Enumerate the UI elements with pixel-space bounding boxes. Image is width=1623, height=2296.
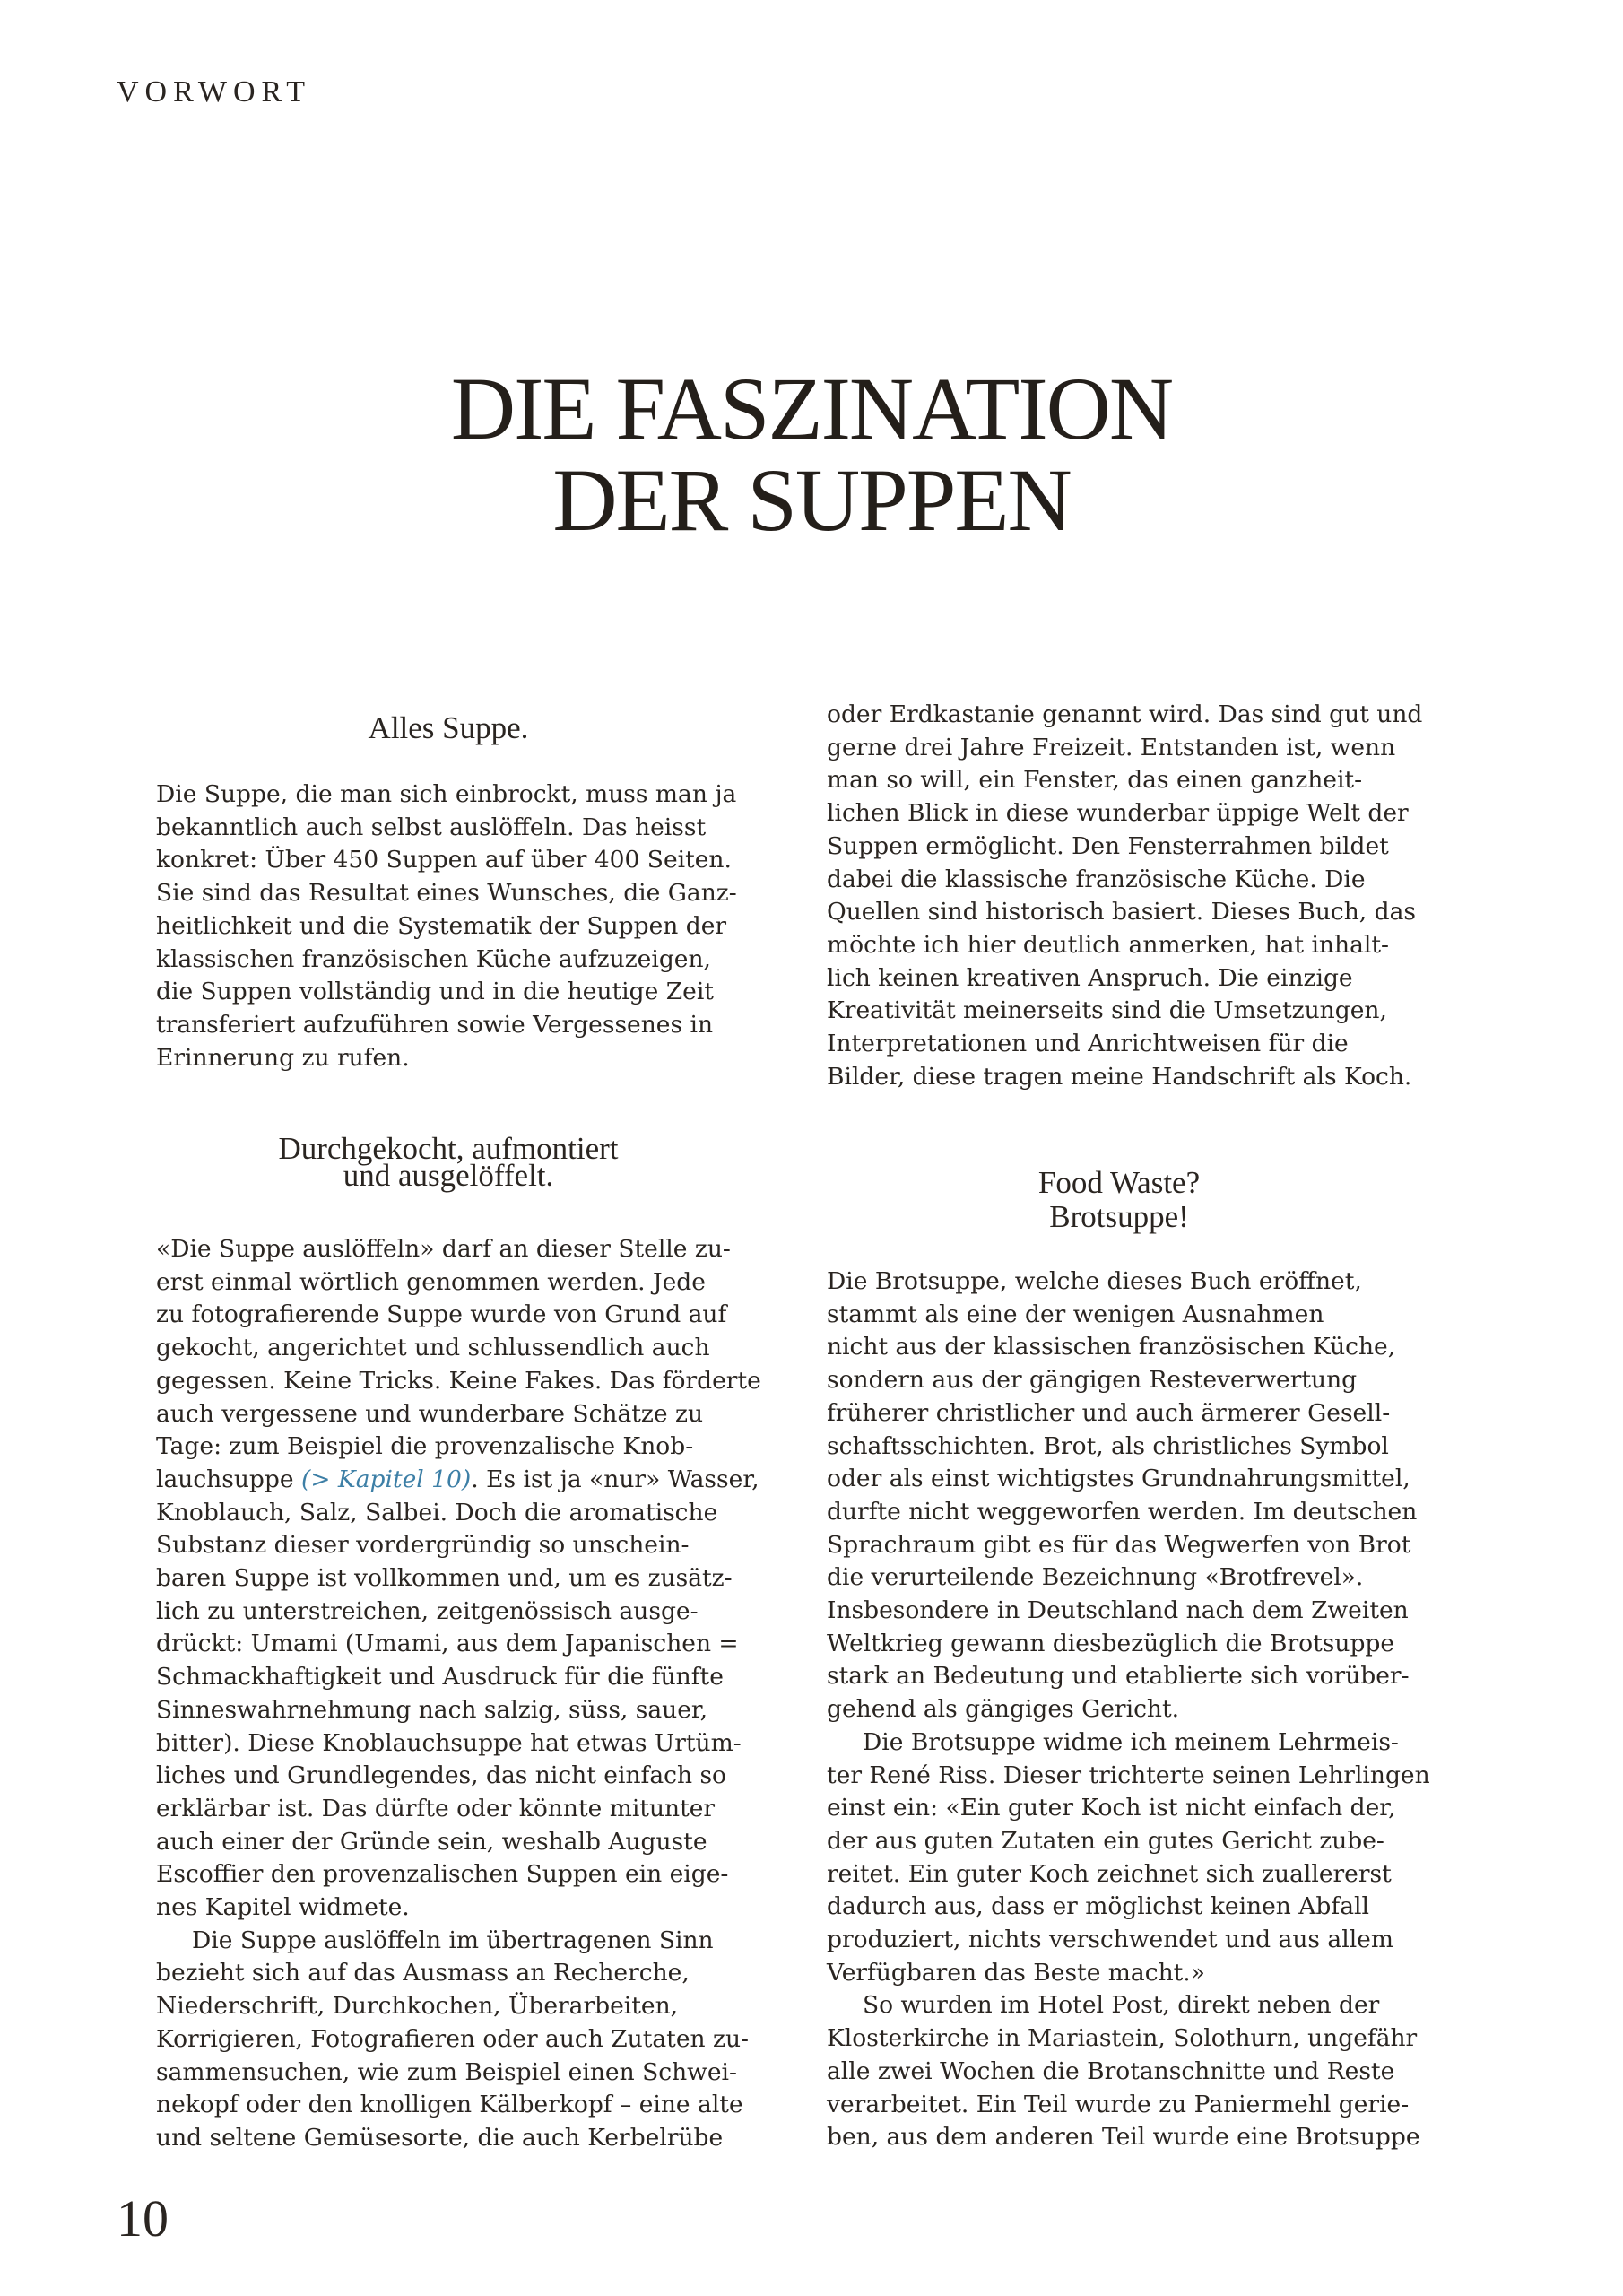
text-line: zu fotografierende Suppe wurde von Grund auf [156, 1300, 727, 1329]
text-line: ben, aus dem anderen Teil wurde eine Brotsuppe [827, 2123, 1420, 2152]
text-line: Klosterkirche in Mariastein, Solothurn, ungefähr [827, 2024, 1418, 2053]
text-line: dadurch aus, dass er möglichst keinen Abfall [827, 1892, 1369, 1921]
text-line: heitlichkeit und die Systematik der Suppen der [156, 911, 727, 940]
text-line: gekocht, angerichtet und schlussendlich auch [156, 1334, 710, 1362]
page-title [0, 359, 1623, 550]
text-line: stark an Bedeutung und etablierte sich vorüber- [827, 1662, 1410, 1691]
section-heading-alles-suppe [156, 711, 741, 745]
text-line: lichen Blick in diese wunderbar üppige Welt der [827, 799, 1409, 828]
text-line: lich keinen kreativen Anspruch. Die einzige [827, 963, 1353, 992]
text-line: Quellen sind historisch basiert. Dieses Buch, das [827, 898, 1417, 926]
text-line: nicht aus der klassischen französischen Küche, [827, 1333, 1396, 1361]
running-head: VORWORT [117, 75, 311, 109]
text-line: konkret: Über 450 Suppen auf über 400 Seiten. [156, 846, 732, 874]
text-line: die verurteilende Bezeichnung «Brotfrevel». [827, 1563, 1364, 1592]
text-line: produziert, nichts verschwendet und aus allem [827, 1926, 1393, 1954]
text-line: Insbesondere in Deutschland nach dem Zweiten [827, 1596, 1409, 1625]
chapter-reference-link[interactable]: (> Kapitel 10) [300, 1465, 472, 1493]
text-line: gerne drei Jahre Freizeit. Entstanden ist, wenn [827, 733, 1396, 761]
text-line: sammensuchen, wie zum Beispiel einen Schwei- [156, 2057, 737, 2086]
text-line: alle zwei Wochen die Brotanschnitte und Reste [827, 2057, 1395, 2085]
text-fragment: lauchsuppe [156, 1465, 301, 1493]
text-line: Tage: zum Beispiel die provenzalische Knob- [156, 1432, 694, 1461]
text-line: auch einer der Gründe sein, weshalb Auguste [156, 1827, 707, 1856]
text-line: baren Suppe ist vollkommen und, um es zusätz- [156, 1564, 733, 1593]
text-line: sondern aus der gängigen Resteverwertung [827, 1366, 1358, 1395]
text-line: Niederschrift, Durchkochen, Überarbeiten, [156, 1992, 679, 2021]
paragraph-intro [156, 778, 741, 1074]
page-title-line-1: DIE FASZINATION [450, 359, 1173, 458]
text-line: auch vergessene und wunderbare Schätze zu [156, 1399, 704, 1428]
text-line: nekopf oder den knolligen Kälberkopf – eine alte [156, 2091, 743, 2119]
text-line: erklärbar ist. Das dürfte oder könnte mitunter [156, 1794, 716, 1822]
text-line: ter René Riss. Dieser trichterte seinen Lehrlingen [827, 1761, 1430, 1789]
text-line: oder Erdkastanie genannt wird. Das sind gut und [827, 700, 1423, 728]
text-line: Knoblauch, Salz, Salbei. Doch die aromatische [156, 1498, 718, 1526]
text-line: die Suppen vollständig und in die heutige Zeit [156, 978, 714, 1006]
text-line: bitter). Diese Knoblauchsuppe hat etwas Urtüm- [156, 1728, 742, 1757]
text-line: Schmackhaftigkeit und Ausdruck für die fünfte [156, 1663, 724, 1692]
text-line: oder als einst wichtigstes Grundnahrungsmittel, [827, 1465, 1410, 1493]
text-line: Substanz dieser vordergründig so unschein- [156, 1531, 690, 1560]
text-line: möchte ich hier deutlich anmerken, hat inhalt- [827, 930, 1389, 959]
paragraph-brotsuppe [827, 1265, 1430, 2154]
text-line: durfte nicht weggeworfen werden. Im deutschen [827, 1497, 1418, 1526]
text-line: Verfügbaren das Beste macht.» [827, 1958, 1205, 1987]
text-line: Escoffier den provenzalischen Suppen ein eige- [156, 1860, 729, 1889]
text-line: früherer christlicher und auch ärmerer Gesell- [827, 1398, 1391, 1427]
section-heading-durchgekocht [156, 1131, 741, 1193]
text-line: einst ein: «Ein guter Koch ist nicht einfach der, [827, 1794, 1396, 1822]
text-line: Die Brotsuppe widme ich meinem Lehrmeis- [863, 1727, 1399, 1756]
text-line: Die Brotsuppe, welche dieses Buch eröffnet, [827, 1267, 1362, 1295]
paragraph-continuation [827, 699, 1423, 1093]
text-line: Sprachraum gibt es für das Wegwerfen von Brot [827, 1530, 1411, 1559]
text-line: drückt: Umami (Umami, aus dem Japanischen = [156, 1630, 739, 1658]
text-line: nes Kapitel widmete. [156, 1893, 410, 1922]
text-line: lich zu unterstreichen, zeitgenössisch ausge- [156, 1596, 699, 1625]
text-line: schaftsschichten. Brot, als christliches Symbol [827, 1431, 1389, 1460]
page-title-line-2: DER SUPPEN [552, 450, 1071, 550]
text-line: Kreativität meinerseits sind die Umsetzungen, [827, 996, 1387, 1025]
section-heading-line-2: und ausgelöffelt. [343, 1158, 554, 1193]
text-fragment: . Es ist ja «nur» Wasser, [471, 1465, 759, 1493]
text-line: Weltkrieg gewann diesbezüglich die Brotsuppe [827, 1629, 1395, 1657]
text-line: bekanntlich auch selbst auslöffeln. Das heisst [156, 813, 707, 841]
section-heading-food-waste [827, 1166, 1411, 1234]
text-line: liches und Grundlegendes, das nicht einfach so [156, 1761, 727, 1790]
text-line: bezieht sich auf das Ausmass an Recherche, [156, 1959, 690, 1987]
text-line-with-reference [156, 1464, 759, 1497]
section-heading-line-2: Brotsuppe! [1049, 1199, 1189, 1234]
section-heading-text: Alles Suppe. [368, 710, 529, 745]
text-line: der aus guten Zutaten ein gutes Gericht zube- [827, 1826, 1384, 1855]
section-heading-line-1: Durchgekocht, aufmontiert [278, 1131, 619, 1166]
text-line: gehend als gängiges Gericht. [827, 1695, 1180, 1724]
text-line: dabei die klassische französische Küche. Die [827, 865, 1366, 893]
text-line: Sie sind das Resultat eines Wunsches, die Ganz- [156, 879, 737, 908]
text-line: transferiert aufzuführen sowie Vergessenes in [156, 1010, 714, 1039]
text-line: Bilder, diese tragen meine Handschrift als Koch. [827, 1062, 1412, 1091]
text-line: reitet. Ein guter Koch zeichnet sich zuallererst [827, 1859, 1392, 1888]
section-heading-line-1: Food Waste? [1037, 1165, 1201, 1200]
text-line: klassischen französischen Küche aufzuzeigen, [156, 944, 711, 973]
paragraph-suppe-ausloeffeln [156, 1233, 761, 2155]
text-line: Korrigieren, Fotografieren oder auch Zutaten zu- [156, 2024, 749, 2053]
text-line: erst einmal wörtlich genommen werden. Jede [156, 1267, 706, 1296]
text-line: man so will, ein Fenster, das einen ganzheit- [827, 766, 1363, 795]
text-line: Die Suppe, die man sich einbrockt, muss man ja [156, 780, 737, 808]
text-line: So wurden im Hotel Post, direkt neben der [863, 1991, 1380, 2020]
text-line: und seltene Gemüsesorte, die auch Kerbelrübe [156, 2123, 724, 2152]
text-line: Suppen ermöglicht. Den Fensterrahmen bildet [827, 831, 1389, 860]
text-line: gegessen. Keine Tricks. Keine Fakes. Das förderte [156, 1366, 761, 1395]
text-line: Interpretationen und Anrichtweisen für die [827, 1030, 1349, 1058]
text-line: Erinnerung zu rufen. [156, 1043, 410, 1072]
text-line: Die Suppe auslöffeln im übertragenen Sinn [192, 1926, 714, 1954]
text-line: verarbeitet. Ein Teil wurde zu Paniermehl gerie- [827, 2090, 1410, 2118]
page-number: 10 [117, 2189, 169, 2248]
text-line: «Die Suppe auslöffeln» darf an dieser Stelle zu- [156, 1235, 731, 1263]
text-line: stammt als eine der wenigen Ausnahmen [827, 1300, 1324, 1328]
text-line: Sinneswahrnehmung nach salzig, süss, sauer, [156, 1695, 708, 1724]
